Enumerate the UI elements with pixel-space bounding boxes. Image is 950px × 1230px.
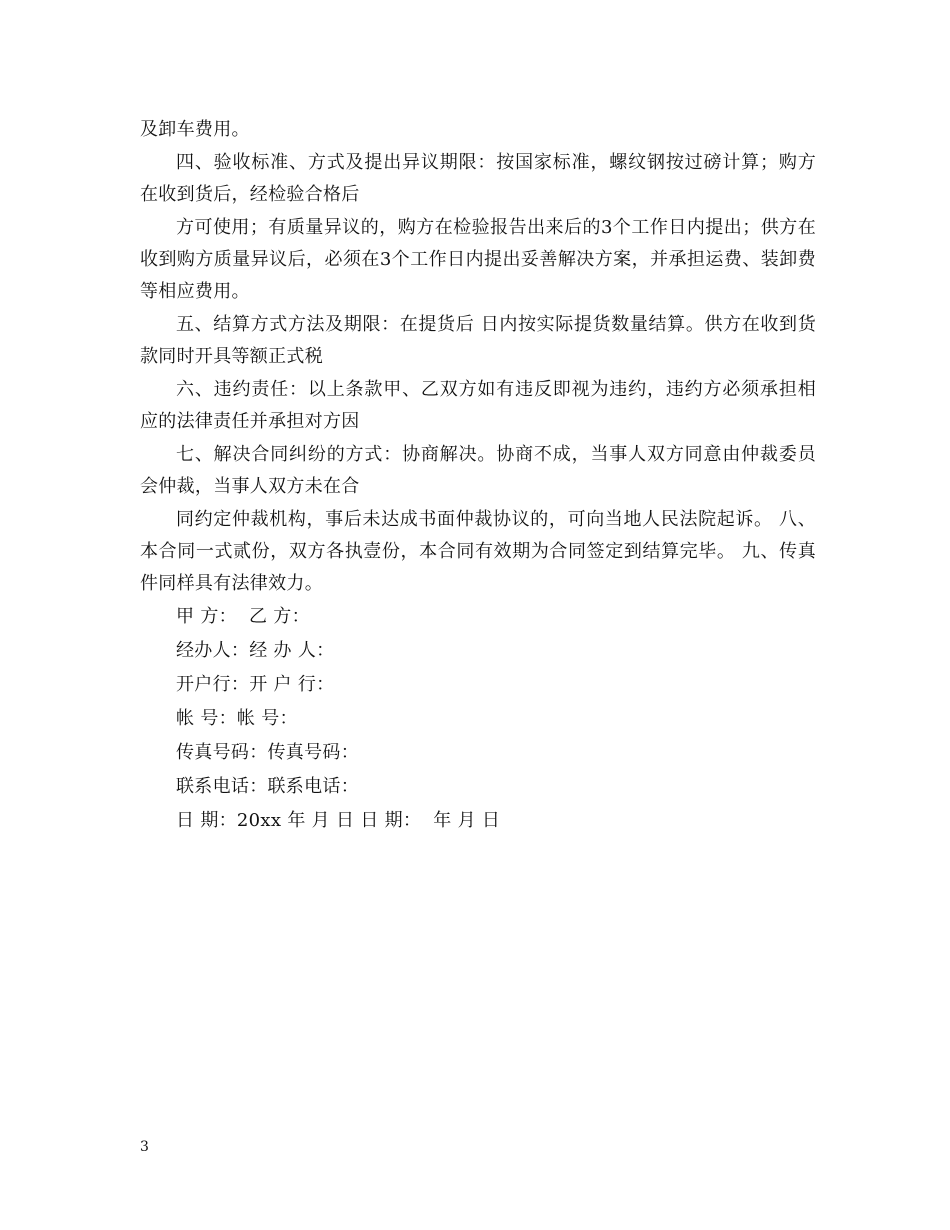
signature-line-phone: 联系电话：联系电话： xyxy=(176,776,359,797)
signature-line-account: 帐 号：帐 号： xyxy=(176,708,298,729)
contract-body xyxy=(140,114,816,839)
paragraph-settlement: 五、结算方式方法及期限：在提货后 日内按实际提货数量结算。供方在收到货款同时开具等额正式税 xyxy=(140,314,816,367)
paragraph-arbitration-copies-fax: 同约定仲裁机构，事后未达成书面仲裁协议的，可向当地人民法院起诉。 八、本合同一式贰份，双方各执壹份，本合同有效期为合同签定到结算完毕。 九、传真件同样具有法律效力。 xyxy=(140,509,816,594)
paragraph-unloading-fees: 及卸车费用。 xyxy=(140,119,250,140)
page-number: 3 xyxy=(140,1139,149,1155)
signature-line-bank: 开户行：开 户 行： xyxy=(176,674,335,695)
signature-line-agent: 经办人：经 办 人： xyxy=(176,640,335,661)
paragraph-breach-liability: 六、违约责任：以上条款甲、乙双方如有违反即视为违约，违约方必须承担相应的法律责任并承担对方因 xyxy=(140,379,816,432)
signature-block xyxy=(140,601,816,837)
signature-line-parties: 甲 方： 乙 方： xyxy=(176,606,310,627)
signature-line-fax: 传真号码：传真号码： xyxy=(176,742,359,763)
paragraph-dispute-resolution: 七、解决合同纠纷的方式：协商解决。协商不成，当事人双方同意由仲裁委员会仲裁，当事人双方未在合 xyxy=(140,444,816,497)
paragraph-quality-objection: 方可使用；有质量异议的，购方在检验报告出来后的3个工作日内提出；供方在收到购方质量异议后，必须在3个工作日内提出妥善解决方案，并承担运费、装卸费等相应费用。 xyxy=(140,217,816,302)
paragraph-inspection-standard: 四、验收标准、方式及提出异议期限：按国家标准，螺纹钢按过磅计算；购方在收到货后，经检验合格后 xyxy=(140,152,816,205)
signature-line-date: 日 期：20xx 年 月 日 日 期： 年 月 日 xyxy=(176,810,501,831)
